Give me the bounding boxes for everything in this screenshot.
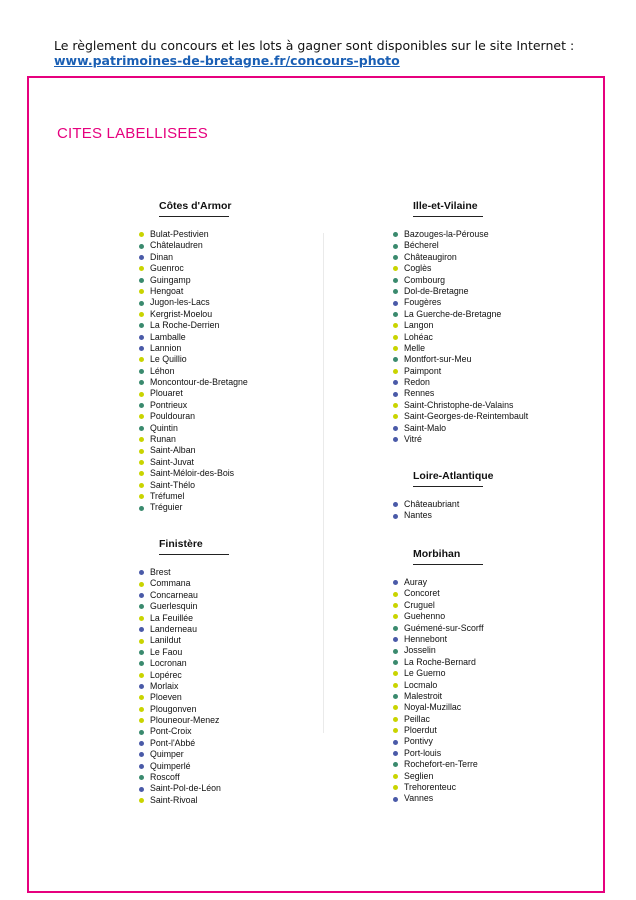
- city-item: [139, 681, 229, 692]
- city-name: Léhon: [150, 365, 175, 376]
- city-item: [139, 480, 248, 491]
- bullet-dot-icon: [393, 403, 398, 408]
- bullet-dot-icon: [393, 369, 398, 374]
- city-name: Ploerdut: [404, 725, 437, 736]
- city-name: Port-louis: [404, 747, 442, 758]
- city-name: La Guerche-de-Bretagne: [404, 308, 502, 319]
- city-item: [139, 795, 229, 806]
- city-item: [139, 624, 229, 635]
- bullet-dot-icon: [139, 787, 144, 792]
- city-name: Quimperlé: [150, 760, 191, 771]
- bullet-dot-icon: [139, 255, 144, 260]
- city-item: [393, 510, 483, 521]
- city-name: Tréfumel: [150, 490, 185, 501]
- city-item: [139, 647, 229, 658]
- city-item: [393, 657, 484, 668]
- bullet-dot-icon: [393, 785, 398, 790]
- city-name: La Feuillée: [150, 612, 194, 623]
- city-item: [393, 240, 528, 251]
- city-item: [393, 423, 528, 434]
- city-item: [139, 332, 248, 343]
- city-name: Rochefort-en-Terre: [404, 759, 478, 770]
- section-title: CITES LABELLISEES: [57, 125, 208, 142]
- bullet-dot-icon: [139, 483, 144, 488]
- bullet-dot-icon: [393, 346, 398, 351]
- bullet-dot-icon: [139, 392, 144, 397]
- region-morbihan: [393, 542, 484, 805]
- city-name: Brest: [150, 567, 171, 577]
- city-name: Vannes: [404, 793, 434, 804]
- city-name: Seglien: [404, 770, 434, 781]
- bullet-dot-icon: [139, 289, 144, 294]
- city-name: Bulat-Pestivien: [150, 229, 209, 239]
- bullet-dot-icon: [139, 301, 144, 306]
- city-name: Saint-Méloir-des-Bois: [150, 468, 235, 479]
- city-name: Saint-Pol-de-Léon: [150, 783, 221, 794]
- city-name: Plouneour-Menez: [150, 715, 220, 726]
- bullet-dot-icon: [393, 255, 398, 260]
- bullet-dot-icon: [139, 752, 144, 757]
- city-name: Guingamp: [150, 274, 191, 285]
- bullet-dot-icon: [393, 774, 398, 779]
- city-item: [393, 499, 483, 510]
- bullet-dot-icon: [393, 592, 398, 597]
- region-finistere: [139, 532, 229, 806]
- city-name: Malestroit: [404, 690, 443, 701]
- city-item: [393, 771, 484, 782]
- bullet-dot-icon: [393, 289, 398, 294]
- city-item: [393, 611, 484, 622]
- city-item: [393, 691, 484, 702]
- bullet-dot-icon: [139, 627, 144, 632]
- bullet-dot-icon: [139, 695, 144, 700]
- region-heading: Morbihan: [413, 548, 483, 565]
- bullet-dot-icon: [393, 580, 398, 585]
- city-item: [139, 388, 248, 399]
- city-item: [139, 411, 248, 422]
- intro-sentence: Le règlement du concours et les lots à gagner sont disponibles sur le site Internet :: [54, 38, 575, 53]
- city-item: [139, 354, 248, 365]
- city-name: Peillac: [404, 713, 430, 724]
- city-item: [393, 588, 484, 599]
- city-item: [139, 670, 229, 681]
- bullet-dot-icon: [139, 323, 144, 328]
- city-name: Ploeven: [150, 692, 182, 703]
- city-name: Hennebont: [404, 633, 448, 644]
- city-name: Guehenno: [404, 611, 446, 622]
- city-item: [393, 275, 528, 286]
- bullet-dot-icon: [139, 741, 144, 746]
- bullet-dot-icon: [139, 604, 144, 609]
- city-item: [139, 468, 248, 479]
- bullet-dot-icon: [139, 312, 144, 317]
- bullet-dot-icon: [393, 603, 398, 608]
- city-name: Montfort-sur-Meu: [404, 354, 472, 365]
- bullet-dot-icon: [393, 323, 398, 328]
- city-item: [393, 411, 528, 422]
- city-item: [393, 366, 528, 377]
- city-name: Guémené-sur-Scorff: [404, 622, 484, 633]
- city-name: Saint-Georges-de-Reintembault: [404, 411, 529, 422]
- city-name: Rennes: [404, 388, 435, 399]
- city-name: Pouldouran: [150, 411, 195, 422]
- bullet-dot-icon: [139, 764, 144, 769]
- city-name: Saint-Thélo: [150, 479, 195, 490]
- bullet-dot-icon: [393, 312, 398, 317]
- city-name: Tréguier: [150, 502, 183, 513]
- city-item: [139, 445, 248, 456]
- city-name: Le Quillio: [150, 354, 187, 365]
- city-name: Châteaugiron: [404, 251, 457, 262]
- bullet-dot-icon: [139, 460, 144, 465]
- bullet-dot-icon: [139, 494, 144, 499]
- city-item: [393, 759, 484, 770]
- city-item: [393, 736, 484, 747]
- city-item: [139, 578, 229, 589]
- city-item: [393, 645, 484, 656]
- city-item: [393, 286, 528, 297]
- city-item: [139, 252, 248, 263]
- city-item: [393, 377, 528, 388]
- city-name: Cruguel: [404, 599, 435, 610]
- city-name: Saint-Rivoal: [150, 794, 198, 805]
- bullet-dot-icon: [393, 694, 398, 699]
- bullet-dot-icon: [393, 797, 398, 802]
- city-item: [139, 286, 248, 297]
- intro-text-block: [54, 38, 574, 68]
- city-item: [139, 658, 229, 669]
- city-name: Pont-Croix: [150, 726, 192, 737]
- city-name: Runan: [150, 434, 176, 445]
- bullet-dot-icon: [139, 346, 144, 351]
- city-item: [393, 297, 528, 308]
- city-name: Lanildut: [150, 635, 181, 646]
- city-name: Guenroc: [150, 263, 184, 274]
- bullet-dot-icon: [139, 707, 144, 712]
- city-name: Lannion: [150, 342, 182, 353]
- bullet-dot-icon: [393, 740, 398, 745]
- region-loire-atlantique: [393, 464, 494, 522]
- city-name: Dol-de-Bretagne: [404, 285, 469, 296]
- city-name: Concarneau: [150, 589, 198, 600]
- city-item: [139, 434, 248, 445]
- bullet-dot-icon: [139, 244, 144, 249]
- city-item: [139, 457, 248, 468]
- bullet-dot-icon: [393, 728, 398, 733]
- city-name: Saint-Juvat: [150, 456, 195, 467]
- city-item: [139, 240, 248, 251]
- city-item: [139, 229, 248, 240]
- bullet-dot-icon: [393, 751, 398, 756]
- city-name: Combourg: [404, 274, 446, 285]
- city-name: La Roche-Derrien: [150, 320, 220, 331]
- city-name: Quimper: [150, 749, 184, 760]
- city-item: [393, 748, 484, 759]
- city-name: Pontivy: [404, 736, 433, 747]
- bullet-dot-icon: [139, 775, 144, 780]
- city-item: [393, 600, 484, 611]
- bullet-dot-icon: [393, 626, 398, 631]
- city-name: Hengoat: [150, 285, 184, 296]
- city-item: [139, 749, 229, 760]
- city-item: [139, 343, 248, 354]
- city-name: Auray: [404, 577, 427, 587]
- bullet-dot-icon: [393, 278, 398, 283]
- bullet-dot-icon: [139, 369, 144, 374]
- city-name: Jugon-les-Lacs: [150, 297, 210, 308]
- city-item: [139, 613, 229, 624]
- city-item: [393, 680, 484, 691]
- bullet-dot-icon: [139, 266, 144, 271]
- city-name: La Roche-Bernard: [404, 656, 476, 667]
- bullet-dot-icon: [393, 683, 398, 688]
- city-item: [393, 634, 484, 645]
- bullet-dot-icon: [139, 798, 144, 803]
- city-item: [139, 590, 229, 601]
- city-item: [393, 782, 484, 793]
- bullet-dot-icon: [393, 335, 398, 340]
- city-item: [139, 423, 248, 434]
- city-name: Josselin: [404, 645, 436, 656]
- region-heading: Ille-et-Vilaine: [413, 200, 483, 217]
- bullet-dot-icon: [393, 762, 398, 767]
- bullet-dot-icon: [139, 673, 144, 678]
- city-name: Melle: [404, 342, 426, 353]
- region-heading: Côtes d'Armor: [159, 200, 229, 217]
- bullet-dot-icon: [393, 649, 398, 654]
- city-name: Le Guerno: [404, 668, 446, 679]
- column-divider: [323, 233, 324, 733]
- city-item: [139, 726, 229, 737]
- bullet-dot-icon: [139, 449, 144, 454]
- city-name: Vitré: [404, 434, 422, 445]
- city-list: [393, 229, 528, 445]
- bullet-dot-icon: [393, 426, 398, 431]
- bullet-dot-icon: [393, 232, 398, 237]
- city-item: [393, 332, 528, 343]
- city-name: Bazouges-la-Pérouse: [404, 229, 489, 239]
- city-name: Lamballe: [150, 331, 186, 342]
- city-list: [139, 567, 229, 806]
- city-name: Châteaubriant: [404, 499, 460, 509]
- city-item: [393, 725, 484, 736]
- city-item: [139, 601, 229, 612]
- city-name: Locronan: [150, 658, 187, 669]
- bullet-dot-icon: [393, 637, 398, 642]
- city-item: [139, 704, 229, 715]
- city-item: [139, 275, 248, 286]
- bullet-dot-icon: [393, 266, 398, 271]
- bullet-dot-icon: [139, 582, 144, 587]
- city-name: Concoret: [404, 588, 440, 599]
- city-item: [393, 434, 528, 445]
- bullet-dot-icon: [139, 718, 144, 723]
- city-name: Trehorenteuc: [404, 782, 456, 793]
- city-item: [139, 263, 248, 274]
- city-item: [139, 692, 229, 703]
- city-name: Noyal-Muzillac: [404, 702, 462, 713]
- bullet-dot-icon: [139, 661, 144, 666]
- city-name: Moncontour-de-Bretagne: [150, 377, 248, 388]
- city-name: Plouaret: [150, 388, 183, 399]
- city-name: Kergrist-Moelou: [150, 308, 213, 319]
- region-ille-et-vilaine: [393, 194, 528, 445]
- city-item: [139, 320, 248, 331]
- city-item: [393, 388, 528, 399]
- city-name: Nantes: [404, 510, 432, 521]
- bullet-dot-icon: [139, 403, 144, 408]
- bullet-dot-icon: [139, 650, 144, 655]
- bullet-dot-icon: [139, 335, 144, 340]
- bullet-dot-icon: [393, 301, 398, 306]
- bullet-dot-icon: [393, 502, 398, 507]
- bullet-dot-icon: [393, 717, 398, 722]
- city-item: [393, 263, 528, 274]
- city-name: Dinan: [150, 251, 173, 262]
- city-item: [393, 702, 484, 713]
- city-item: [139, 502, 248, 513]
- bullet-dot-icon: [139, 471, 144, 476]
- city-item: [139, 761, 229, 772]
- city-name: Guerlesquin: [150, 601, 198, 612]
- bullet-dot-icon: [139, 593, 144, 598]
- bullet-dot-icon: [393, 357, 398, 362]
- city-list: [393, 577, 484, 805]
- city-name: Roscoff: [150, 772, 180, 783]
- city-item: [139, 377, 248, 388]
- city-item: [393, 400, 528, 411]
- bullet-dot-icon: [393, 614, 398, 619]
- city-name: Le Faou: [150, 646, 183, 657]
- bullet-dot-icon: [139, 570, 144, 575]
- bullet-dot-icon: [139, 684, 144, 689]
- city-name: Plougonven: [150, 703, 197, 714]
- city-name: Fougères: [404, 297, 442, 308]
- city-item: [139, 783, 229, 794]
- bullet-dot-icon: [393, 392, 398, 397]
- city-item: [139, 309, 248, 320]
- bullet-dot-icon: [393, 705, 398, 710]
- city-name: Redon: [404, 377, 430, 388]
- city-item: [139, 738, 229, 749]
- city-item: [393, 229, 528, 240]
- bullet-dot-icon: [139, 357, 144, 362]
- city-name: Bécherel: [404, 240, 439, 251]
- city-name: Pont-l'Abbé: [150, 737, 196, 748]
- labelled-cities-frame: [27, 76, 605, 893]
- city-item: [139, 772, 229, 783]
- city-item: [393, 714, 484, 725]
- city-item: [393, 252, 528, 263]
- bullet-dot-icon: [393, 660, 398, 665]
- region-cotes-darmor: [139, 194, 248, 514]
- region-heading: Loire-Atlantique: [413, 470, 483, 487]
- bullet-dot-icon: [393, 514, 398, 519]
- bullet-dot-icon: [139, 232, 144, 237]
- city-list: [139, 229, 248, 514]
- region-heading: Finistère: [159, 538, 229, 555]
- city-name: Coglès: [404, 263, 432, 274]
- contest-link[interactable]: www.patrimoines-de-bretagne.fr/concours-photo: [54, 53, 400, 68]
- bullet-dot-icon: [139, 730, 144, 735]
- city-name: Paimpont: [404, 365, 442, 376]
- bullet-dot-icon: [393, 437, 398, 442]
- city-name: Commana: [150, 578, 191, 589]
- city-item: [393, 577, 484, 588]
- city-name: Châtelaudren: [150, 240, 203, 251]
- city-name: Pontrieux: [150, 399, 188, 410]
- city-name: Morlaix: [150, 680, 179, 691]
- bullet-dot-icon: [139, 380, 144, 385]
- city-item: [139, 715, 229, 726]
- bullet-dot-icon: [139, 437, 144, 442]
- city-name: Langon: [404, 320, 434, 331]
- city-item: [139, 491, 248, 502]
- city-item: [393, 309, 528, 320]
- city-name: Saint-Malo: [404, 422, 447, 433]
- city-item: [393, 623, 484, 634]
- bullet-dot-icon: [393, 671, 398, 676]
- city-item: [393, 354, 528, 365]
- city-name: Quintin: [150, 422, 178, 433]
- city-name: Saint-Christophe-de-Valains: [404, 399, 514, 410]
- bullet-dot-icon: [139, 278, 144, 283]
- bullet-dot-icon: [139, 506, 144, 511]
- city-item: [139, 635, 229, 646]
- bullet-dot-icon: [393, 380, 398, 385]
- city-name: Locmalo: [404, 679, 438, 690]
- bullet-dot-icon: [139, 616, 144, 621]
- city-item: [393, 668, 484, 679]
- city-item: [393, 343, 528, 354]
- city-item: [139, 400, 248, 411]
- city-item: [393, 793, 484, 804]
- bullet-dot-icon: [139, 414, 144, 419]
- city-list: [393, 499, 483, 522]
- city-item: [139, 297, 248, 308]
- city-item: [139, 366, 248, 377]
- bullet-dot-icon: [139, 639, 144, 644]
- city-name: Lohéac: [404, 331, 433, 342]
- city-item: [393, 320, 528, 331]
- city-name: Landerneau: [150, 623, 197, 634]
- city-name: Saint-Alban: [150, 445, 196, 456]
- bullet-dot-icon: [393, 244, 398, 249]
- city-item: [139, 567, 229, 578]
- bullet-dot-icon: [139, 426, 144, 431]
- city-name: Lopérec: [150, 669, 182, 680]
- bullet-dot-icon: [393, 414, 398, 419]
